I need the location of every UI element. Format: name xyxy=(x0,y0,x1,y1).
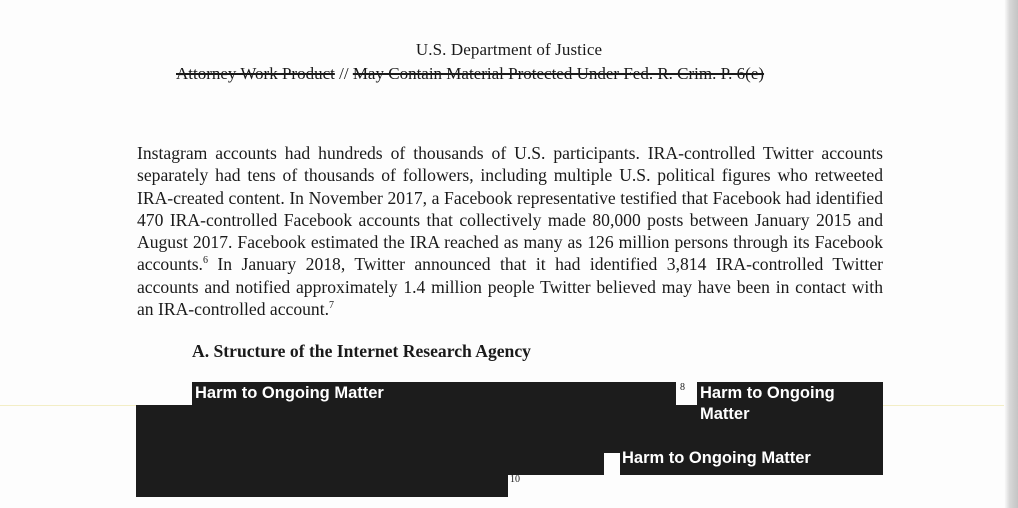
redaction-label: Harm to Ongoing Matter xyxy=(622,449,811,467)
grand-jury-notice: May Contain Material Protected Under Fed. R. Crim. P. 6(e) xyxy=(352,64,765,83)
redaction-label: Harm to Ongoing Matter xyxy=(700,384,835,423)
footnote-ref-8: 8 xyxy=(680,382,685,393)
header-separator: // xyxy=(339,64,349,83)
footnote-ref-10: 10 xyxy=(510,474,520,485)
body-paragraph xyxy=(137,142,883,320)
footnote-ref-6: 6 xyxy=(202,255,208,267)
section-heading: A. Structure of the Internet Research Agency xyxy=(192,341,531,361)
body-text-part-1: Instagram accounts had hundreds of thousands of U.S. participants. IRA-controlled Twitter accounts separately had tens of thousands of followers, including multiple U.S. political figures who retweeted IRA-created content. In November 2017, a Facebook representative testified that Facebook had identified 470 IRA-controlled Facebook accounts that collectively made 80,000 posts between January 2015 and August 2017. Facebook estimated the IRA reached as many as 126 million persons through its Facebook accounts. xyxy=(137,143,883,275)
redaction-block xyxy=(136,452,604,475)
body-text-part-2: In January 2018, Twitter announced that it had identified 3,814 IRA-controlled Twitter accounts and notified approximately 1.4 million people Twitter believed may have been in contact with an IRA-controlled account. xyxy=(137,254,883,320)
redaction-block xyxy=(136,474,508,497)
work-product-notice: Attorney Work Product xyxy=(176,64,335,83)
header-protection-notice xyxy=(176,64,764,84)
page-edge-shadow xyxy=(1004,0,1018,508)
redaction-label: Harm to Ongoing Matter xyxy=(195,384,384,402)
header-agency: U.S. Department of Justice xyxy=(415,40,603,59)
footnote-ref-7: 7 xyxy=(329,300,334,312)
